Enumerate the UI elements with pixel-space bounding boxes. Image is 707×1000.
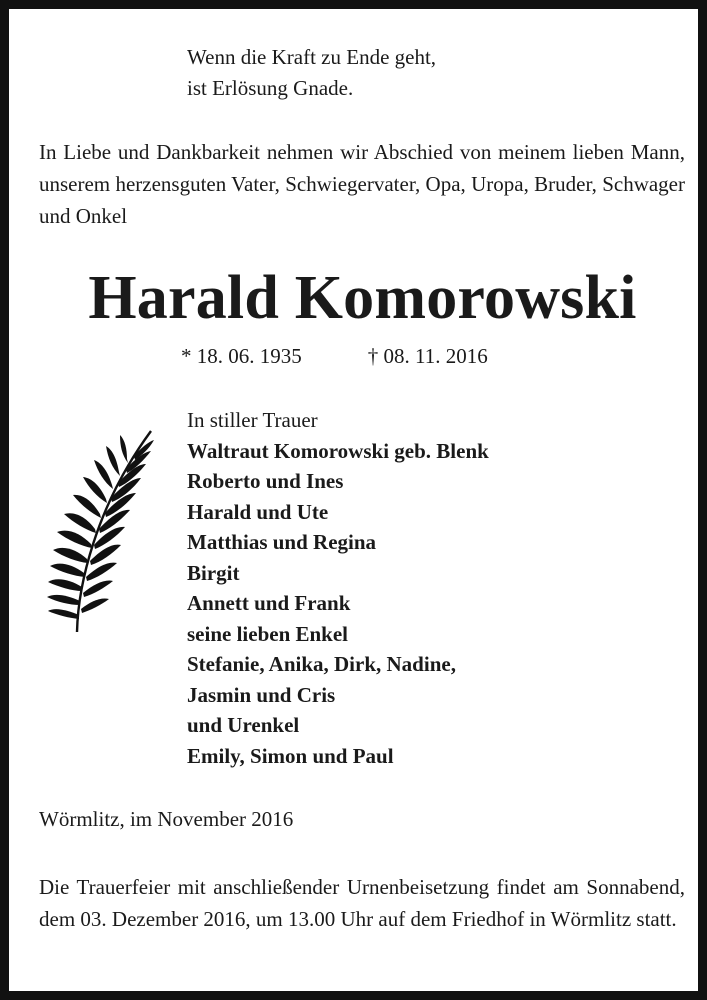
list-item: Waltraut Komorowski geb. Blenk bbox=[187, 438, 489, 463]
list-item: Stefanie, Anika, Dirk, Nadine, bbox=[187, 652, 456, 676]
list-item: Roberto und Ines bbox=[187, 469, 344, 493]
death-date: † 08. 11. 2016 bbox=[367, 344, 488, 368]
list-item: Emily, Simon und Paul bbox=[187, 743, 394, 768]
poem-line-1: Wenn die Kraft zu Ende geht, bbox=[187, 45, 437, 69]
mourners-list bbox=[187, 405, 489, 771]
mourners-intro: In stiller Trauer bbox=[187, 408, 318, 432]
birth-date: * 18. 06. 1935 bbox=[181, 344, 302, 368]
intro-text: In Liebe und Dankbarkeit nehmen wir Abschied von meinem lieben Mann, unserem herzensguten Vater, Schwiegervater, Opa, Uropa, Bruder, Schwager und Onkel bbox=[39, 140, 685, 228]
poem-line-2: ist Erlösung Gnade. bbox=[187, 76, 354, 100]
life-dates bbox=[181, 341, 488, 371]
palm-branch-icon bbox=[45, 427, 157, 637]
place-date: Wörmlitz, im November 2016 bbox=[39, 807, 294, 831]
list-item: seine lieben Enkel bbox=[187, 621, 349, 646]
list-item: Annett und Frank bbox=[187, 591, 351, 615]
list-item: Matthias und Regina bbox=[187, 530, 377, 554]
intro-text-block bbox=[39, 136, 685, 232]
ceremony-notice: Die Trauerfeier mit anschließender Urnenbeisetzung findet am Sonnabend, dem 03. Dezember 2016, um 13.00 Uhr auf dem Friedhof in Wörmlitz statt. bbox=[39, 875, 685, 931]
list-item: Harald und Ute bbox=[187, 499, 329, 524]
list-item: Jasmin und Cris bbox=[187, 682, 336, 707]
poem bbox=[187, 42, 436, 104]
ceremony-notice-block bbox=[39, 871, 685, 935]
deceased-name: Harald Komorowski bbox=[88, 264, 637, 332]
list-item: und Urenkel bbox=[187, 713, 300, 737]
list-item: Birgit bbox=[187, 560, 240, 585]
